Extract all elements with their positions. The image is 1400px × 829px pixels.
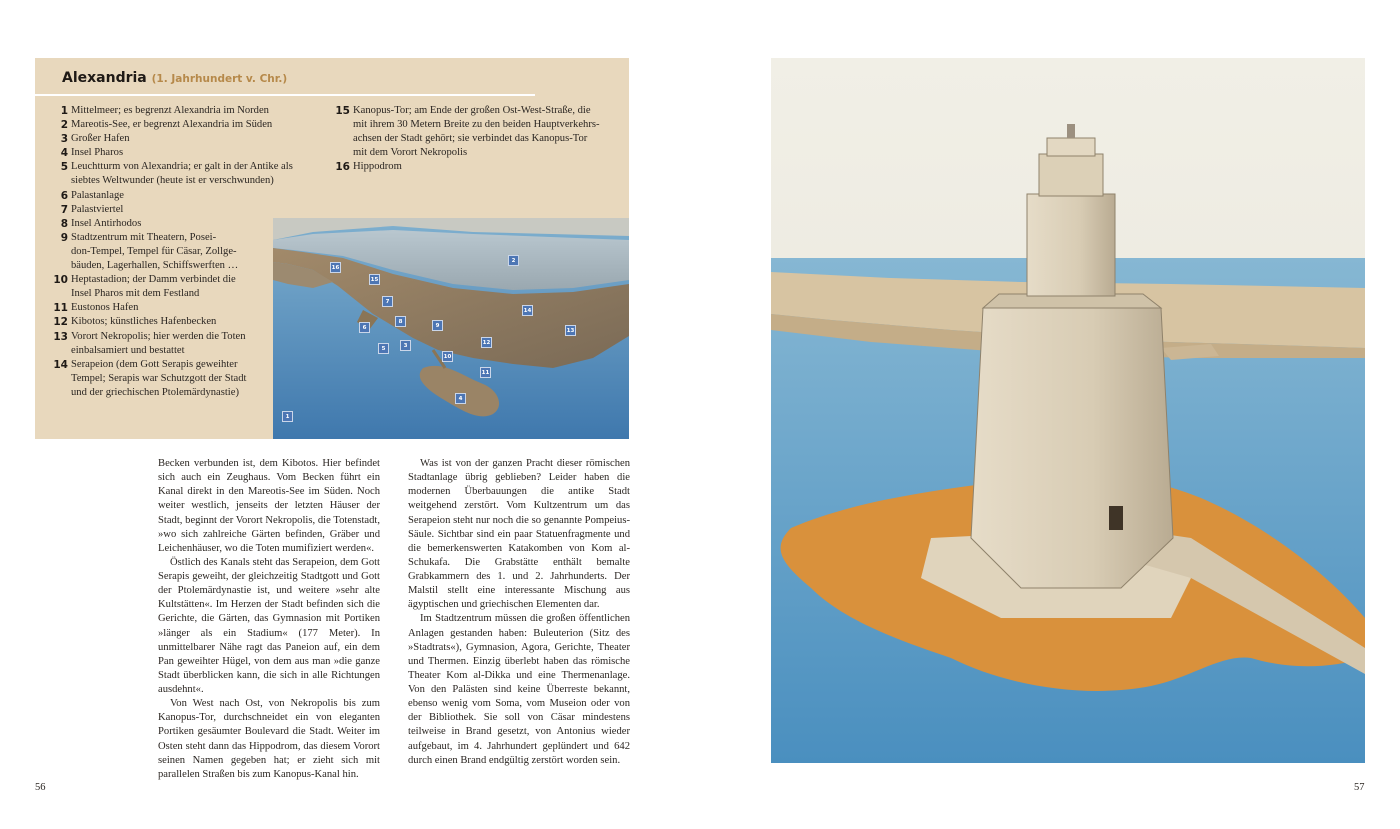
tower-door (1109, 506, 1123, 530)
legend-text-line: siebtes Weltwunder (heute ist er verschwunden) (71, 175, 274, 187)
legend-item (335, 104, 620, 160)
map-pin: 12 (481, 337, 492, 348)
map-pin: 10 (442, 351, 453, 362)
body-column-right (408, 457, 630, 768)
legend-list-col2 (335, 104, 620, 174)
map-pin: 4 (455, 393, 466, 404)
legend-number: 15 (335, 105, 350, 117)
legend-text-line: Eustonos Hafen (71, 302, 139, 314)
legend-text-line: mit ihrem 30 Metern Breite zu den beiden Hauptverkehrs- (353, 119, 600, 131)
page-number-left: 56 (35, 782, 46, 793)
legend-text-line: Heptastadion; der Damm verbindet die (71, 274, 236, 286)
legend-number: 4 (60, 147, 68, 160)
legend-text-line: Kanopus-Tor; am Ende der großen Ost-West-Straße, die (353, 105, 591, 116)
legend-text-line: mit dem Vorort Nekropolis (353, 147, 468, 159)
map-pin: 13 (565, 325, 576, 336)
legend-number: 2 (60, 119, 68, 132)
tower-dome (1047, 138, 1095, 156)
map-pin: 7 (382, 296, 393, 307)
legend-item (58, 189, 314, 203)
legend-text-line: Tempel; Serapis war Schutzgott der Stadt (71, 372, 247, 384)
legend-number: 5 (60, 161, 68, 174)
lighthouse-tower (971, 308, 1173, 588)
legend-number: 9 (60, 231, 68, 244)
map-pin: 6 (359, 322, 370, 333)
map-pin: 2 (508, 255, 519, 266)
legend-subtitle: (1. Jahrhundert v. Chr.) (151, 73, 288, 85)
body-paragraph: Becken verbunden ist, dem Kibotos. Hier befindet sich auch ein Zeughaus. Vom Becken führt ein Kanal direkt in den Mareotis-See im Süden. Noch weiter westlich, jenseits der letzten Häuser der Stadt, beginnt der Vorort Nekropolis, die Totenstadt, »wo sich zahlreiche Gärten befinden, Gräber und Leichenhäuser, wo die Toten mumifiziert werden«. (158, 458, 380, 554)
legend-text-line: achsen der Stadt gehört; sie verbindet das Kanopus-Tor (353, 133, 588, 145)
lighthouse-illustration (771, 58, 1365, 763)
legend-number: 10 (53, 274, 68, 287)
legend-title (62, 70, 287, 86)
map-pin: 11 (480, 367, 491, 378)
legend-number: 13 (53, 330, 68, 343)
tower-statue (1067, 124, 1075, 138)
city-map-illustration (273, 218, 629, 439)
lighthouse-drawing (771, 58, 1365, 763)
map-pin: 16 (330, 262, 341, 273)
legend-number: 8 (60, 217, 68, 230)
map-pin: 8 (395, 316, 406, 327)
map-pin: 14 (522, 305, 533, 316)
tower-middle (1027, 194, 1115, 296)
legend-text-line: Stadtzentrum mit Theatern, Posei- (71, 231, 217, 243)
legend-text-line: don-Tempel, Tempel für Cäsar, Zollge- (71, 245, 237, 257)
map-pin: 15 (369, 274, 380, 285)
legend-number: 6 (60, 189, 68, 202)
map-pin: 3 (400, 340, 411, 351)
legend-text-line: Insel Pharos mit dem Festland (71, 288, 200, 300)
body-paragraph: Von West nach Ost, von Nekropolis bis zum Kanopus-Tor, durchschneidet ein von eleganten Portiken gesäumter Boulevard die Stadt. Weiter im Osten steht dann das Hippodrom, das diesem Vorort seinen Namen gegeben hat; er zieht sich mit parallelen Straßen bis zum Kanopus-Kanal hin. (158, 698, 380, 780)
tower-lantern (1039, 154, 1103, 196)
legend-item (335, 160, 620, 174)
title-rule (35, 94, 535, 96)
legend-text-line: Großer Hafen (71, 133, 130, 145)
legend-item (58, 132, 314, 146)
body-paragraph: Was ist von der ganzen Pracht dieser römischen Stadtanlage übrig geblieben? Leider haben die modernen Überbauungen die antike Stadt weitgehend zerstört. Vom Kultzentrum um das Serapeion steht nur noch die so genannte Pompeius-Säule. Sichtbar sind ein paar Statuenfragmente und die bemerkenswerten Katakomben von Kom al-Schukafa. Die Grabstätte enthält bemalte Grabkammern des 1. und 2. Jahrhunderts. Der Malstil stellt eine interessante Mischung aus ägyptischen und griechischen Elementen dar. (408, 458, 630, 611)
legend-number: 12 (53, 316, 68, 329)
legend-number: 11 (53, 302, 68, 315)
legend-item (58, 203, 314, 217)
legend-text-line: Hippodrom (353, 161, 402, 173)
legend-number: 16 (335, 161, 350, 174)
legend-number: 1 (60, 105, 68, 117)
body-column-left (158, 457, 380, 782)
legend-text-line: Insel Antirhodos (71, 217, 142, 229)
map-pin: 5 (378, 343, 389, 354)
legend-title-text: Alexandria (62, 70, 147, 86)
legend-text-line: Palastviertel (71, 203, 124, 215)
legend-item (58, 160, 314, 188)
legend-text-line: Mittelmeer; es begrenzt Alexandria im Norden (71, 105, 269, 116)
legend-text-line: Insel Pharos (71, 147, 124, 159)
legend-text-line: bäuden, Lagerhallen, Schiffswerften … (71, 260, 239, 272)
body-paragraph: Im Stadtzentrum müssen die großen öffentlichen Anlagen gestanden haben: Buleuterion (Sitz des »Stadtrats«), Gymnasion, Agora, Gerichte, Theater und Thermen. Einzig überlebt haben das römische Theater Kom al-Dikka und eine Thermenanlage. Von den Palästen sind keine Überreste bekannt, ebenso wenig vom Soma, vom Museion oder von der Bibliothek. Sie soll von Cäsar mindestens teilweise in Brand gesetzt, von Antonius wieder aufgebaut, im 4. Jahrhundert geplündert und 642 durch einen Brand endgültig zerstört worden sein. (408, 613, 630, 766)
legend-number: 14 (53, 358, 68, 371)
legend-number: 3 (60, 133, 68, 146)
legend-item (58, 118, 314, 132)
legend-text-line: Serapeion (dem Gott Serapis geweihter (71, 358, 238, 370)
legend-text-line: Leuchtturm von Alexandria; er galt in der Antike als (71, 161, 293, 173)
legend-number: 7 (60, 203, 68, 216)
legend-text-line: Kibotos; künstliches Hafenbecken (71, 316, 217, 328)
legend-text-line: und der griechischen Ptolemärdynastie) (71, 386, 239, 398)
legend-item (58, 146, 314, 160)
map-pin: 9 (432, 320, 443, 331)
body-paragraph: Östlich des Kanals steht das Serapeion, dem Gott Serapis geweiht, der gleichzeitig Stadtgott und Gott der Ptolemärdynastie ist, und weitere »sehr alte Kultstätten«. Im Herzen der Stadt befinden sich die Gerichte, die Gärten, das Gymnasion mit Portiken »länger als ein Stadium« (177 Meter). In unmittelbarer Nähe ragt das Paneion auf, ein dem Pan geweihter Hügel, von dem aus man »die ganze Stadt überblicken kann, die sich in alle Richtungen ausdehnt«. (158, 556, 380, 695)
legend-text-line: Mareotis-See, er begrenzt Alexandria im Süden (71, 119, 273, 131)
page-number-right: 57 (1354, 782, 1365, 793)
legend-text-line: Palastanlage (71, 189, 124, 201)
legend-item (58, 104, 314, 118)
legend-text-line: Vorort Nekropolis; hier werden die Toten (71, 330, 246, 342)
map-pin: 1 (282, 411, 293, 422)
legend-text-line: einbalsamiert und bestattet (71, 344, 185, 356)
